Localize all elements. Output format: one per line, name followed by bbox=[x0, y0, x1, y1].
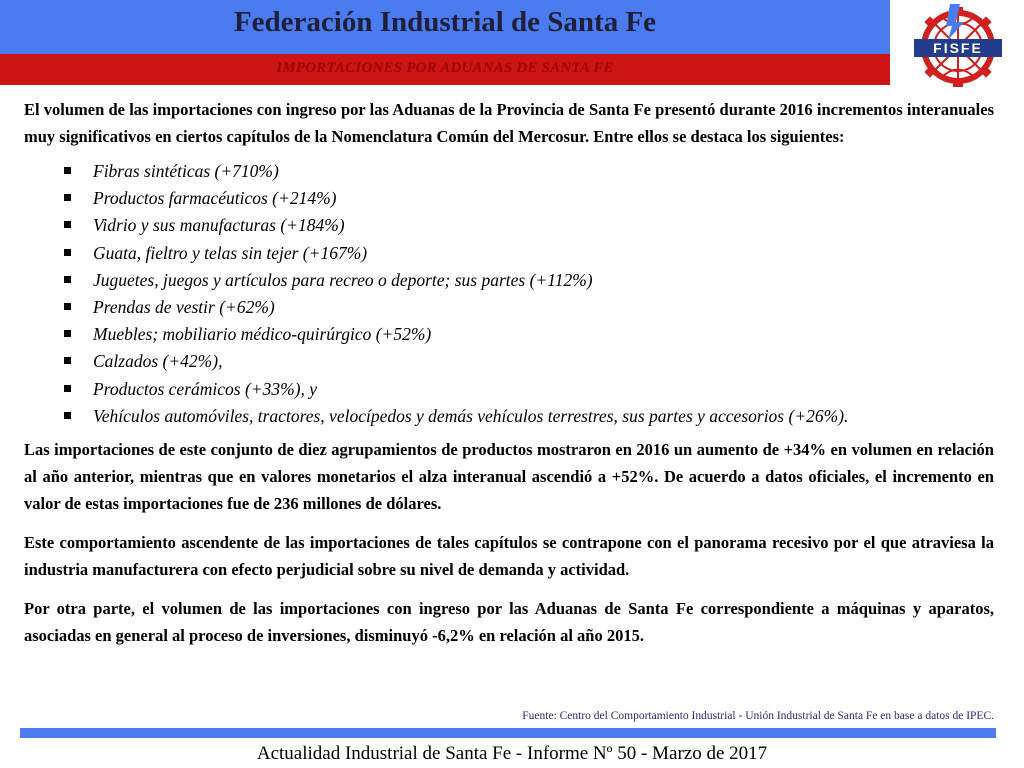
machinery-paragraph: Por otra parte, el volumen de las importaciones con ingreso por las Aduanas de Santa Fe correspondiente a máquinas y aparatos, asociadas en general al proceso de inversiones, disminuyó -6,2% en relación al año 2015. bbox=[24, 599, 994, 646]
bullet-square-icon bbox=[64, 194, 71, 201]
footer-blue-bar bbox=[20, 728, 996, 738]
bullet-square-icon bbox=[64, 167, 71, 174]
bullet-square-icon bbox=[64, 249, 71, 256]
list-item: Guata, fieltro y telas sin tejer (+167%) bbox=[24, 240, 994, 267]
list-item: Fibras sintéticas (+710%) bbox=[24, 158, 994, 185]
bullet-square-icon bbox=[64, 330, 71, 337]
bullet-list bbox=[24, 158, 994, 430]
bullet-square-icon bbox=[64, 385, 71, 392]
bullet-square-icon bbox=[64, 357, 71, 364]
bullet-square-icon bbox=[64, 303, 71, 310]
list-item: Vehículos automóviles, tractores, velocípedos y demás vehículos terrestres, sus partes y accesorios (+26%). bbox=[24, 403, 994, 430]
list-item: Prendas de vestir (+62%) bbox=[24, 294, 994, 321]
summary-paragraph: Las importaciones de este conjunto de diez agrupamientos de productos mostraron en 2016 un aumento de +34% en volumen en relación al año anterior, mientras que en valores monetarios el alza interanual ascendió a +52%. De acuerdo a datos oficiales, el incremento en valor de estas importaciones fue de 236 millones de dólares. bbox=[24, 440, 994, 514]
main-content bbox=[24, 96, 994, 649]
list-item: Juguetes, juegos y artículos para recreo o deporte; sus partes (+112%) bbox=[24, 267, 994, 294]
footer-text: Actualidad Industrial de Santa Fe - Informe Nº 50 - Marzo de 2017 bbox=[256, 743, 768, 764]
page-title: Federación Industrial de Santa Fe bbox=[233, 6, 657, 38]
bullet-square-icon bbox=[64, 412, 71, 419]
bullet-square-icon bbox=[64, 221, 71, 228]
intro-paragraph: El volumen de las importaciones con ingreso por las Aduanas de la Provincia de Santa Fe presentó durante 2016 incrementos interanuales muy significativos en ciertos capítulos de la Nomenclatura Común del Mercosur. Entre ellos se destaca los siguientes: bbox=[24, 100, 994, 146]
fisfe-logo bbox=[902, 4, 1014, 88]
list-item: Calzados (+42%), bbox=[24, 348, 994, 375]
source-note: Fuente: Centro del Comportamiento Industrial - Unión Industrial de Santa Fe en base a datos de IPEC. bbox=[522, 710, 994, 722]
logo-text: FISFE bbox=[933, 40, 983, 56]
list-item: Productos farmacéuticos (+214%) bbox=[24, 185, 994, 212]
list-item: Vidrio y sus manufacturas (+184%) bbox=[24, 212, 994, 239]
context-paragraph: Este comportamiento ascendente de las importaciones de tales capítulos se contrapone con el panorama recesivo por el que atraviesa la industria manufacturera con efecto perjudicial sobre su nivel de demanda y actividad. bbox=[24, 533, 994, 580]
page-subtitle: IMPORTACIONES POR ADUANAS DE SANTA FE bbox=[276, 60, 614, 76]
list-item: Muebles; mobiliario médico-quirúrgico (+52%) bbox=[24, 321, 994, 348]
bullet-square-icon bbox=[64, 276, 71, 283]
list-item: Productos cerámicos (+33%), y bbox=[24, 376, 994, 403]
